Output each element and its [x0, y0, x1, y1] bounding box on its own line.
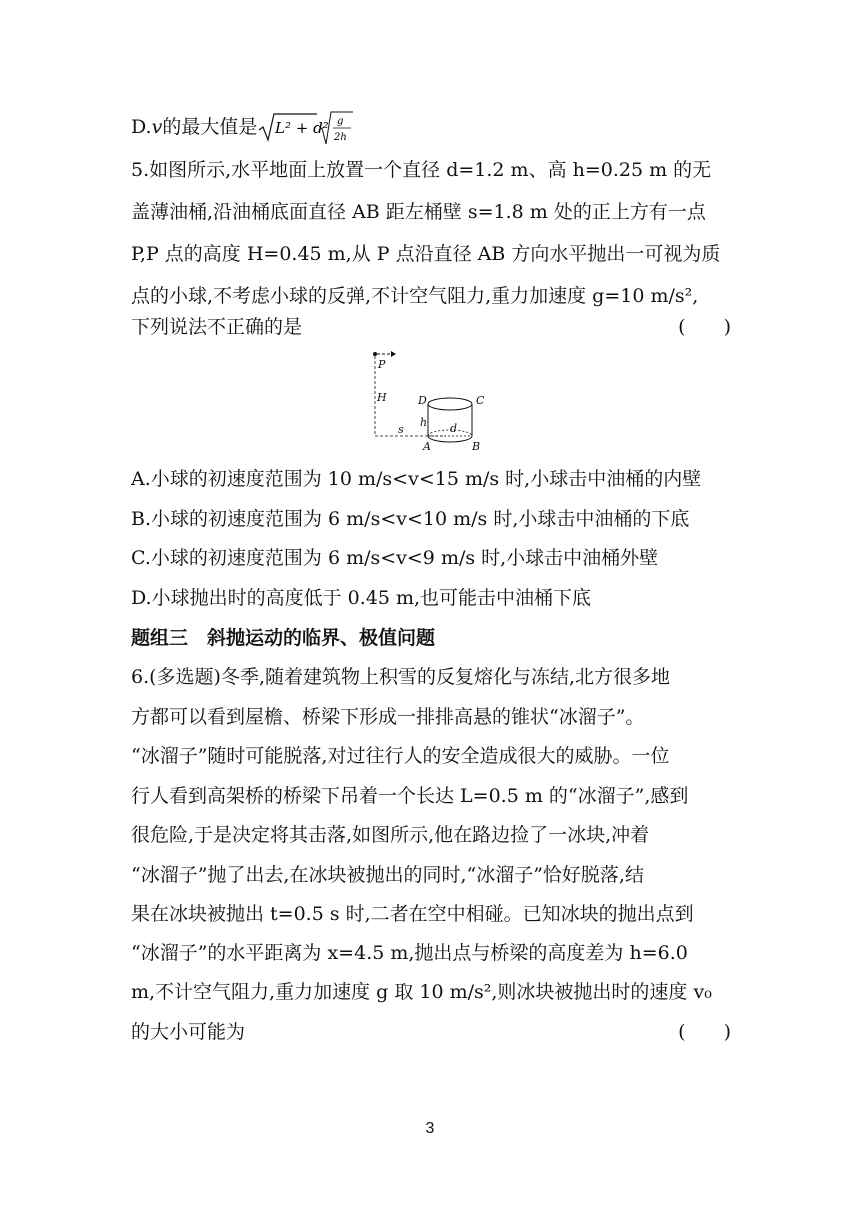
option-text: 的最大值是	[162, 116, 258, 138]
option-c: C.小球的初速度范围为 6 m/s<v<9 m/s 时,小球击中油桶外壁	[131, 547, 659, 569]
q6-line-6: “冰溜子”抛了出去,在冰块被抛出的同时,“冰溜子”恰好脱落,结	[131, 864, 644, 886]
q6-line-10	[131, 1020, 731, 1044]
label-d: d	[450, 422, 458, 435]
answer-bracket: ( )	[678, 316, 731, 338]
option-letter: D.	[131, 116, 152, 138]
page-number: 3	[425, 1120, 435, 1137]
oil-barrel-figure	[366, 346, 506, 456]
max-speed-formula	[257, 110, 357, 146]
formula-frac-num: g	[337, 116, 344, 127]
q6-prompt: 的大小可能为	[131, 1021, 246, 1043]
label-B: B	[472, 440, 481, 453]
formula-frac-den: 2h	[334, 132, 348, 143]
label-h: h	[420, 416, 428, 429]
label-H: H	[377, 391, 387, 404]
section-heading: 题组三 斜抛运动的临界、极值问题	[131, 627, 436, 649]
label-D: D	[418, 394, 427, 407]
q6-line-2: 方都可以看到屋檐、桥梁下形成一排排高悬的锥状“冰溜子”。	[131, 706, 645, 728]
label-s: s	[398, 423, 404, 436]
q6-line-3: “冰溜子”随时可能脱落,对过往行人的安全造成很大的威胁。一位	[131, 745, 670, 767]
variable-v: v	[151, 116, 163, 138]
q5-line-5	[131, 315, 731, 339]
q5-line-4: 点的小球,不考虑小球的反弹,不计空气阻力,重力加速度 g=10 m/s²,	[131, 285, 699, 307]
q5-line-1: 5.如图所示,水平地面上放置一个直径 d=1.2 m、高 h=0.25 m 的无	[131, 159, 712, 181]
q6-line-8: “冰溜子”的水平距离为 x=4.5 m,抛出点与桥梁的高度差为 h=6.0	[131, 942, 688, 964]
q6-line-9: m,不计空气阻力,重力加速度 g 取 10 m/s²,则冰块被抛出时的速度 v₀	[131, 981, 712, 1003]
option-b: B.小球的初速度范围为 6 m/s<v<10 m/s 时,小球击中油桶的下底	[131, 508, 690, 530]
option-d: D.小球抛出时的高度低于 0.45 m,也可能击中油桶下底	[131, 587, 592, 609]
q5-prompt: 下列说法不正确的是	[131, 316, 303, 338]
q6-line-4: 行人看到高架桥的桥梁下吊着一个长达 L=0.5 m 的“冰溜子”,感到	[131, 785, 689, 807]
q6-line-1: 6.(多选题)冬季,随着建筑物上积雪的反复熔化与冻结,北方很多地	[131, 666, 671, 688]
label-C: C	[476, 394, 485, 407]
label-A: A	[423, 440, 431, 453]
formula-sqrt-term: L² + d²	[275, 119, 330, 137]
option-a: A.小球的初速度范围为 10 m/s<v<15 m/s 时,小球击中油桶的内壁	[131, 468, 702, 490]
q5-line-3: P,P 点的高度 H=0.45 m,从 P 点沿直径 AB 方向水平抛出一可视为质	[131, 243, 721, 265]
label-p: P	[378, 358, 386, 371]
q6-line-5: 很危险,于是决定将其击落,如图所示,他在路边捡了一冰块,冲着	[131, 824, 650, 846]
q6-line-7: 果在冰块被抛出 t=0.5 s 时,二者在空中相碰。已知冰块的抛出点到	[131, 903, 694, 925]
answer-bracket: ( )	[678, 1021, 731, 1043]
point-p	[373, 352, 377, 356]
q5-line-2: 盖薄油桶,沿油桶底面直径 AB 距左桶壁 s=1.8 m 处的正上方有一点	[131, 201, 706, 223]
option-d-prev	[131, 110, 731, 146]
